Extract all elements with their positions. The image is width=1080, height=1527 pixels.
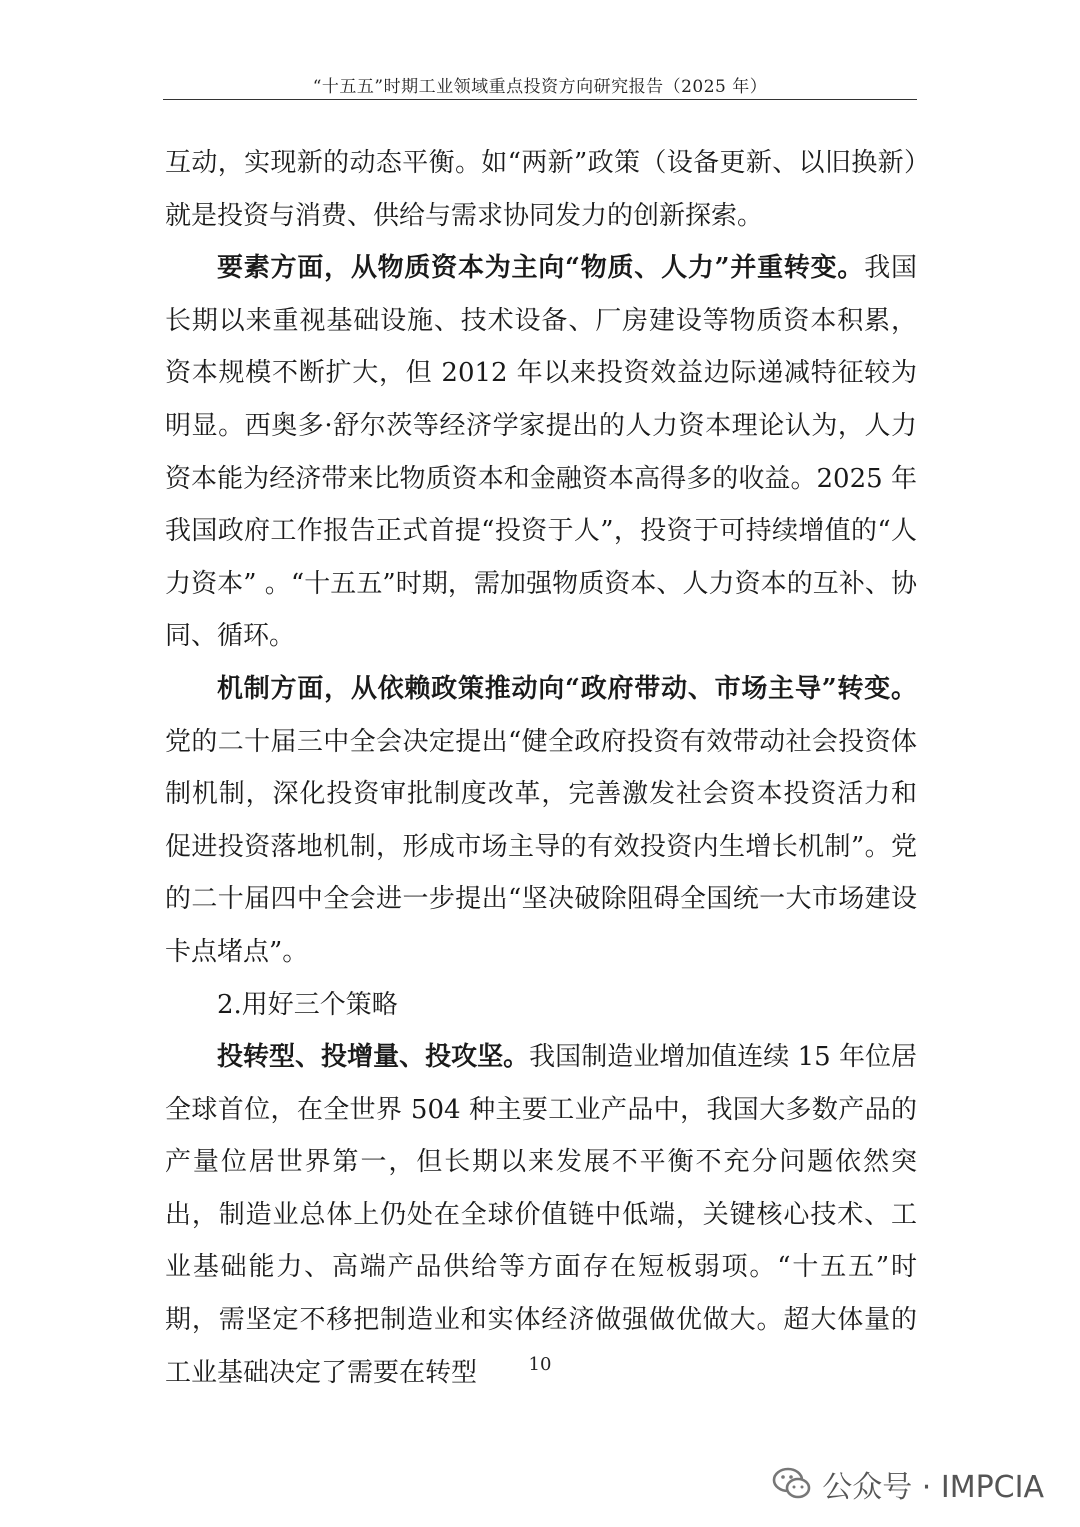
page-number: 10 <box>528 1354 552 1375</box>
paragraph-text: 互动，实现新的动态平衡。如“两新”政策（设备更新、以旧换新）就是投资与消费、供给与需求协同发力的创新探索。 <box>165 148 917 231</box>
paragraph-text: 我国制造业增加值连续 15 年位居全球首位，在全世界 504 种主要工业产品中，我国大多数产品的产量位居世界第一，但长期以来发展不平衡不充分问题依然突出，制造业总体上仍处在全球价值链中低端，关键核心技术、工业基础能力、高端产品供给等方面存在短板弱项。“十五五”时期，需坚定不移把制造业和实体经济做强做优做大。超大体量的工业基础决定了需要在转型 <box>165 1042 917 1388</box>
paragraph-text: 我国长期以来重视基础设施、技术设备、厂房建设等物质资本积累，资本规模不断扩大，但 2012 年以来投资效益边际递减特征较为明显。西奥多·舒尔茨等经济学家提出的人力资本理论认为，人力资本能为经济带来比物质资本和金融资本高得多的收益。2025 年我国政府工作报告正式首提“投资于人”，投资于可持续增值的“人力资本” 。“十五五”时期，需加强物质资本、人力资本的互补、协同、循环。 <box>165 253 917 652</box>
wechat-official-account-icon <box>772 1466 812 1502</box>
paragraph-mechanism <box>165 663 917 979</box>
paragraph-continuation <box>165 137 917 242</box>
paragraph-strategy <box>165 1031 917 1399</box>
paragraph-text: 党的二十届三中全会决定提出“健全政府投资有效带动社会投资体制机制，深化投资审批制度改革，完善激发社会资本投资活力和促进投资落地机制，形成市场主导的有效投资内生增长机制”。党的二十届四中全会进一步提出“坚决破除阻碍全国统一大市场建设卡点堵点”。 <box>165 726 917 967</box>
watermark-text: 公众号 · IMPCIA <box>822 1470 1044 1505</box>
paragraph-lead: 要素方面，从物质资本为主向“物质、人力”并重转变。 <box>217 253 865 284</box>
header-divider <box>163 99 917 100</box>
watermark <box>772 1462 1044 1506</box>
paragraph-lead: 投转型、投增量、投攻坚。 <box>217 1042 530 1073</box>
paragraph-factors <box>165 242 917 663</box>
page-body <box>165 137 917 1399</box>
section-heading: 2.用好三个策略 <box>217 989 398 1020</box>
running-header: “十五五”时期工业领域重点投资方向研究报告（2025 年） <box>312 77 768 97</box>
paragraph-lead: 机制方面，从依赖政策推动向“政府带动、市场主导”转变。 <box>217 673 917 704</box>
